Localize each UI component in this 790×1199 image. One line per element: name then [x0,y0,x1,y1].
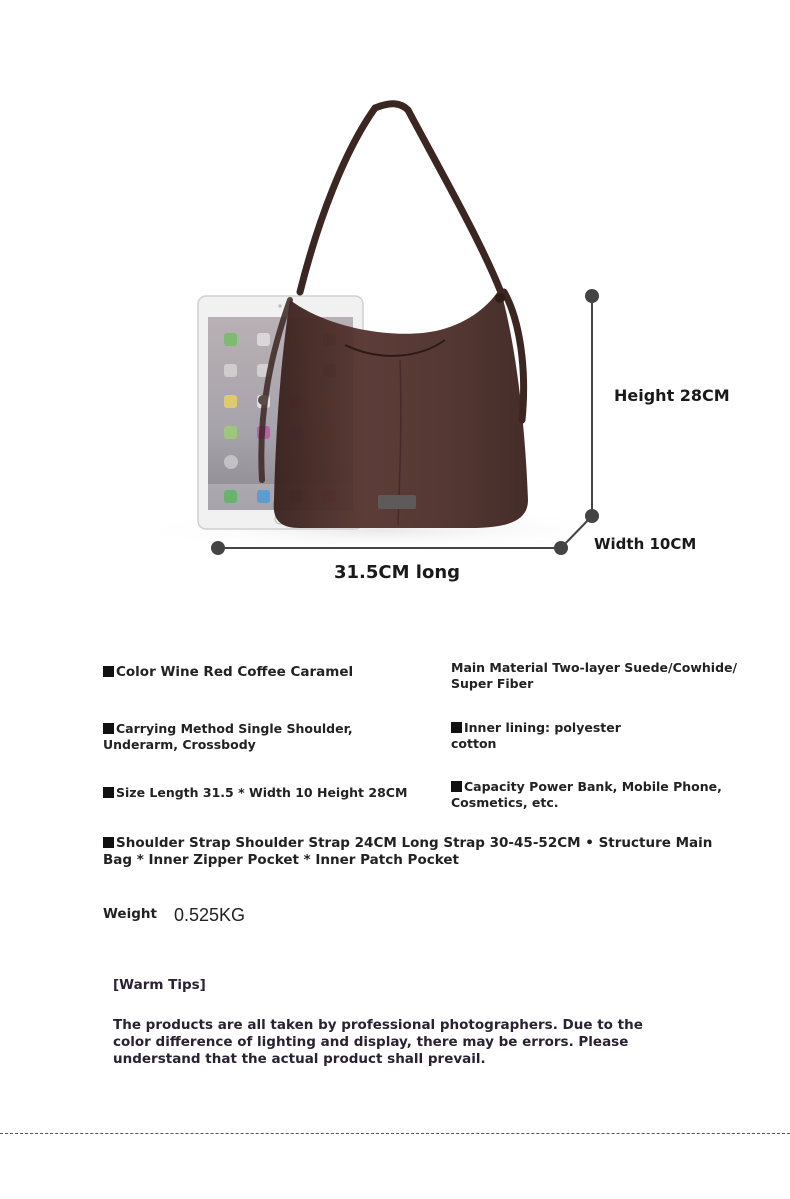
spec-material: Main Material Two-layer Suede/Cowhide/ Super Fiber [451,660,738,691]
dashed-divider [0,1133,790,1134]
bullet-square-icon [451,781,462,792]
spec-weight-label: Weight [103,906,157,922]
bullet-square-icon [103,666,114,677]
bullet-square-icon [103,723,114,734]
spec-carrying: Carrying Method Single Shoulder, Underarm, Crossbody [103,721,353,752]
spec-capacity: Capacity Power Bank, Mobile Phone, Cosmetics, etc. [451,779,722,810]
spec-size: Size Length 31.5 * Width 10 Height 28CM [103,785,433,801]
spec-strap-structure: Shoulder Strap Shoulder Strap 24CM Long Strap 30-45-52CM • Structure Main Bag * Inner Zipper Pocket * Inner Patch Pocket [103,835,713,868]
bag-image [258,288,528,528]
spec-lining: Inner lining: polyester cotton [451,720,621,751]
bullet-square-icon [103,787,114,798]
spec-weight-value: 0.525KG [174,905,246,925]
warm-tips-title: [Warm Tips] [113,977,206,993]
width-label: Width 10CM [594,535,697,553]
spec-color: Color Wine Red Coffee Caramel [103,664,433,680]
height-label: Height 28CM [614,386,730,405]
length-label: 31.5CM long [334,562,461,583]
bullet-square-icon [451,722,462,733]
bullet-square-icon [103,837,114,848]
warm-tips-body: The products are all taken by professional photographers. Due to the color difference of lighting and display, there may be errors. Please understand that the actual product shall prevail. [113,1017,643,1067]
